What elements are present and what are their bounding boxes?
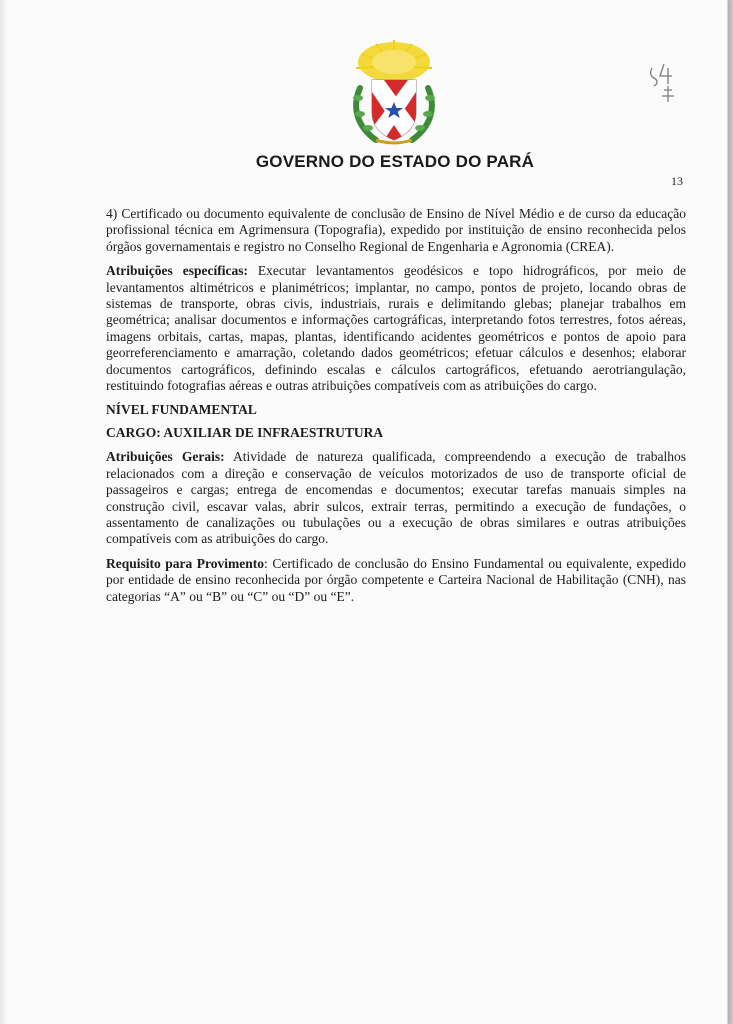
general-duties-text: Atividade de natureza qualificada, compreendendo a execução de trabalhos relacionados com a direção e conservação de veículos motorizados de uso de transporte oficial de passageiros e cargas; entrega de encomendas e documentos; executar tarefas manuais simples na construção civil, escavar valas, abrir sulcos, extrair terras, permitindo a execução de fundações, o assentamento de canalizações ou tubulações ou a execução de obras similares e outras atribuições compatíveis com as atribuições do cargo.: [106, 449, 686, 547]
requirement-paragraph-4: 4) Certificado ou documento equivalente de conclusão de Ensino de Nível Médio e de curso da educação profissional técnica em Agrimensura (Topografia), expedido por instituição de ensino reconhecida pelos órgãos governamentais e registro no Conselho Regional de Engenharia e Agronomia (CREA).: [106, 206, 686, 254]
specific-duties-label: Atribuições específicas:: [106, 263, 248, 279]
handwritten-page-mark: [646, 58, 686, 108]
level-heading: NÍVEL FUNDAMENTAL: [106, 402, 257, 418]
provision-requirement-paragraph: [106, 556, 686, 605]
specific-duties-text: Executar levantamentos geodésicos e topo hidrográficos, por meio de levantamentos altimétricos e planimétricos; implantar, no campo, pontos de projeto, locando obras de sistemas de transporte, obras civis, industriais, rurais e delimitando glebas; planejar trabalhos em geométrica; analisar documentos e informações cartográficas, interpretando fotos terrestres, fotos aéreas, imagens orbitais, cartas, mapas, plantas, identificando acidentes geométricos e pontos de apoio para georreferenciamento e amarração, coletando dados geométricos; efetuar cálculos e desenhos; elaborar documentos cartográficos, definindo escalas e cálculos cartográficos, efetuando aerotriangulação, restituindo fotografias aéreas e outras atribuições compatíveis com as atribuições do cargo.: [106, 263, 686, 394]
provision-requirement-text: : Certificado de conclusão do Ensino Fundamental ou equivalente, expedido por entidade de ensino reconhecida por órgão competente e Carteira Nacional de Habilitação (CNH), nas categorias “A” ou “B” ou “C” ou “D” ou “E”.: [106, 555, 687, 604]
government-title: GOVERNO DO ESTADO DO PARÁ: [255, 152, 535, 171]
specific-duties-paragraph: [106, 263, 686, 394]
document-body: [106, 206, 686, 613]
state-coat-of-arms-icon: [346, 36, 442, 146]
general-duties-label: Atribuições Gerais:: [106, 449, 225, 465]
general-duties-paragraph: [106, 449, 686, 547]
page-number: 13: [671, 174, 683, 188]
position-heading: CARGO: AUXILIAR DE INFRAESTRUTURA: [106, 424, 384, 440]
provision-requirement-label: Requisito para Provimento: [106, 555, 265, 571]
